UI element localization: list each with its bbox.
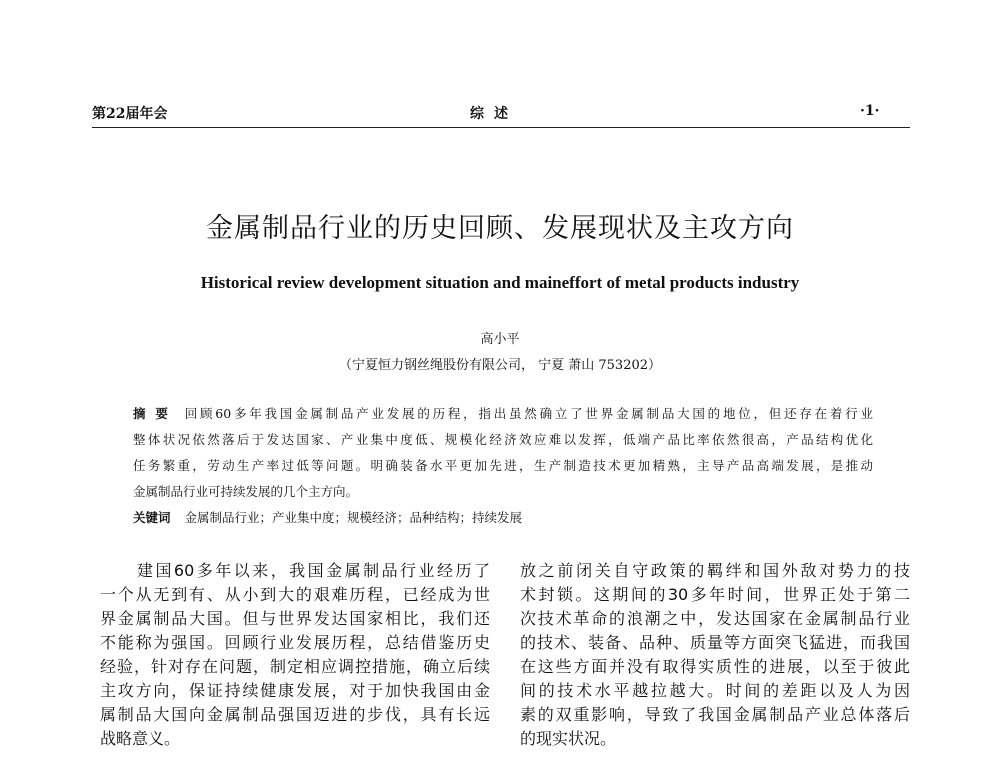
abstract-line: 整体状况依然落后于发达国家、产业集中度低、规模化经济效应难以发挥，低端产品比率依然很高，产品结构优化	[133, 432, 873, 447]
body-line: 战略意义。	[100, 729, 181, 748]
abstract-line	[133, 404, 873, 422]
page-number: ·1·	[860, 103, 880, 119]
body-line: 界金属制品大国。但与世界发达国家相比，我们还	[100, 609, 490, 628]
body-line: 一个从无到有、从小到大的艰难历程，已经成为世	[100, 585, 490, 604]
body-line: 主攻方向，保证持续健康发展，对于加快我国由金	[100, 681, 490, 700]
running-header-left: 第22届年会	[92, 106, 168, 122]
abstract-text: 回顾60多年我国金属制品产业发展的历程，指出虽然确立了世界金属制品大国的地位，但还存在着行业	[184, 406, 873, 421]
running-header-section: 综述	[470, 106, 518, 122]
keywords-label: 关键词	[133, 510, 171, 525]
abstract-label: 摘 要	[133, 406, 171, 421]
english-title: Historical review development situation and maineffort of metal products industry	[200, 273, 800, 292]
body-line: 的技术、装备、品种、质量等方面突飞猛进，而我国	[520, 633, 910, 652]
keywords-text: 金属制品行业；产业集中度；规模经济；品种结构；持续发展	[184, 510, 523, 525]
body-line: 放之前闭关自守政策的羁绊和国外敌对势力的技	[520, 561, 910, 580]
body-line: 素的双重影响，导致了我国金属制品产业总体落后	[520, 705, 910, 724]
body-line: 次技术革命的浪潮之中，发达国家在金属制品行业	[520, 609, 910, 628]
body-line: 经验，针对存在问题，制定相应调控措施，确立后续	[100, 657, 490, 676]
body-line: 不能称为强国。回顾行业发展历程，总结借鉴历史	[100, 633, 490, 652]
abstract-line: 金属制品行业可持续发展的几个主方向。	[133, 484, 359, 499]
keywords-line	[133, 508, 873, 526]
body-line: 在这些方面并没有取得实质性的进展，以至于彼此	[520, 657, 910, 676]
body-line: 术封锁。这期间的30多年时间，世界正处于第二	[520, 585, 910, 604]
affiliation: （宁夏恒力钢丝绳股份有限公司， 宁夏 萧山 753202）	[338, 358, 662, 373]
paper-title: 金属制品行业的历史回顾、发展现状及主攻方向	[206, 213, 794, 244]
body-line: 建国60多年以来，我国金属制品行业经历了	[100, 561, 490, 580]
body-line: 的现实状况。	[520, 729, 617, 748]
body-line: 属制品大国向金属制品强国迈进的步伐，具有长远	[100, 705, 490, 724]
header-rule	[92, 127, 910, 128]
author: 高小平	[480, 332, 520, 347]
abstract-line: 任务繁重，劳动生产率过低等问题。明确装备水平更加先进，生产制造技术更加精熟，主导产品高端发展，是推动	[133, 458, 873, 473]
body-line: 间的技术水平越拉越大。时间的差距以及人为因	[520, 681, 910, 700]
